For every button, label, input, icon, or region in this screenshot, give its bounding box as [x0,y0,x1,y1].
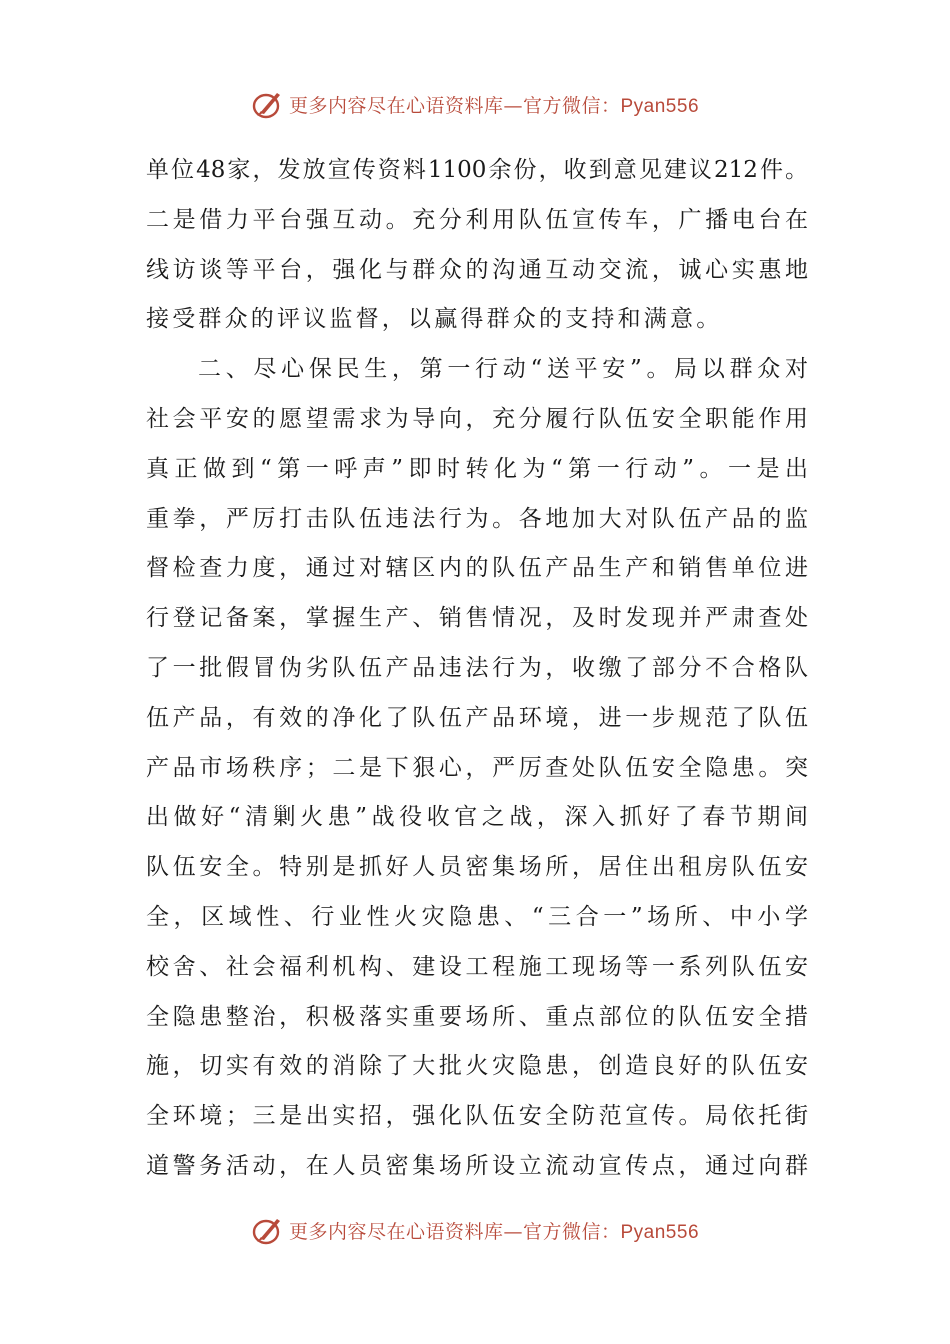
body-line: 队伍安全。特别是抓好人员密集场所，居住出租房队伍安 [146,854,808,881]
footer-watermark-text: 更多内容尽在心语资料库—官方微信：Pyan556 [288,1220,700,1243]
body-line: 接受群众的评议监督，以赢得群众的支持和满意。 [146,306,723,333]
body-line: 校舍、社会福利机构、建设工程施工现场等一系列队伍安 [146,953,808,980]
quill-logo-icon [251,87,285,121]
body-line: 行登记备案，掌握生产、销售情况，及时发现并严肃查处 [146,605,808,632]
header-watermark-banner [0,84,950,124]
document-body [146,146,808,1192]
body-line: 了一批假冒伪劣队伍产品违法行为，收缴了部分不合格队 [146,654,808,681]
body-line: 伍产品，有效的净化了队伍产品环境，进一步规范了队伍 [146,704,808,731]
section-heading-line: 二、尽心保民生，第一行动“送平安”。局以群众对 [198,356,808,383]
body-line: 全环境；三是出实招，强化队伍安全防范宣传。局依托街 [146,1103,808,1130]
body-line: 出做好“清剿火患”战役收官之战，深入抓好了春节期间 [146,804,808,831]
footer-wechat-handle: Pyan556 [620,1221,700,1243]
body-line: 产品市场秩序；二是下狠心，严厉查处队伍安全隐患。突 [146,754,808,781]
footer-watermark-banner [0,1210,950,1250]
body-line: 单位48家，发放宣传资料1100余份，收到意见建议212件。 [146,157,808,183]
body-line: 施，切实有效的消除了大批火灾隐患，创造良好的队伍安 [146,1053,808,1080]
body-line: 道警务活动，在人员密集场所设立流动宣传点，通过向群 [146,1152,808,1179]
body-line: 真正做到“第一呼声”即时转化为“第一行动”。一是出 [146,455,808,482]
body-line: 全隐患整治，积极落实重要场所、重点部位的队伍安全措 [146,1003,808,1030]
body-line: 督检查力度，通过对辖区内的队伍产品生产和销售单位进 [146,555,808,582]
body-line: 线访谈等平台，强化与群众的沟通互动交流，诚心实惠地 [146,256,808,283]
header-wechat-handle: Pyan556 [620,95,700,117]
quill-logo-icon [251,1213,285,1247]
header-watermark-text: 更多内容尽在心语资料库—官方微信：Pyan556 [288,94,700,117]
body-line: 二是借力平台强互动。充分利用队伍宣传车，广播电台在 [146,206,808,233]
body-line: 重拳，严厉打击队伍违法行为。各地加大对队伍产品的监 [146,505,808,532]
body-line: 全，区域性、行业性火灾隐患、“三合一”场所、中小学 [146,903,808,930]
body-line: 社会平安的愿望需求为导向，充分履行队伍安全职能作用 [146,405,808,432]
